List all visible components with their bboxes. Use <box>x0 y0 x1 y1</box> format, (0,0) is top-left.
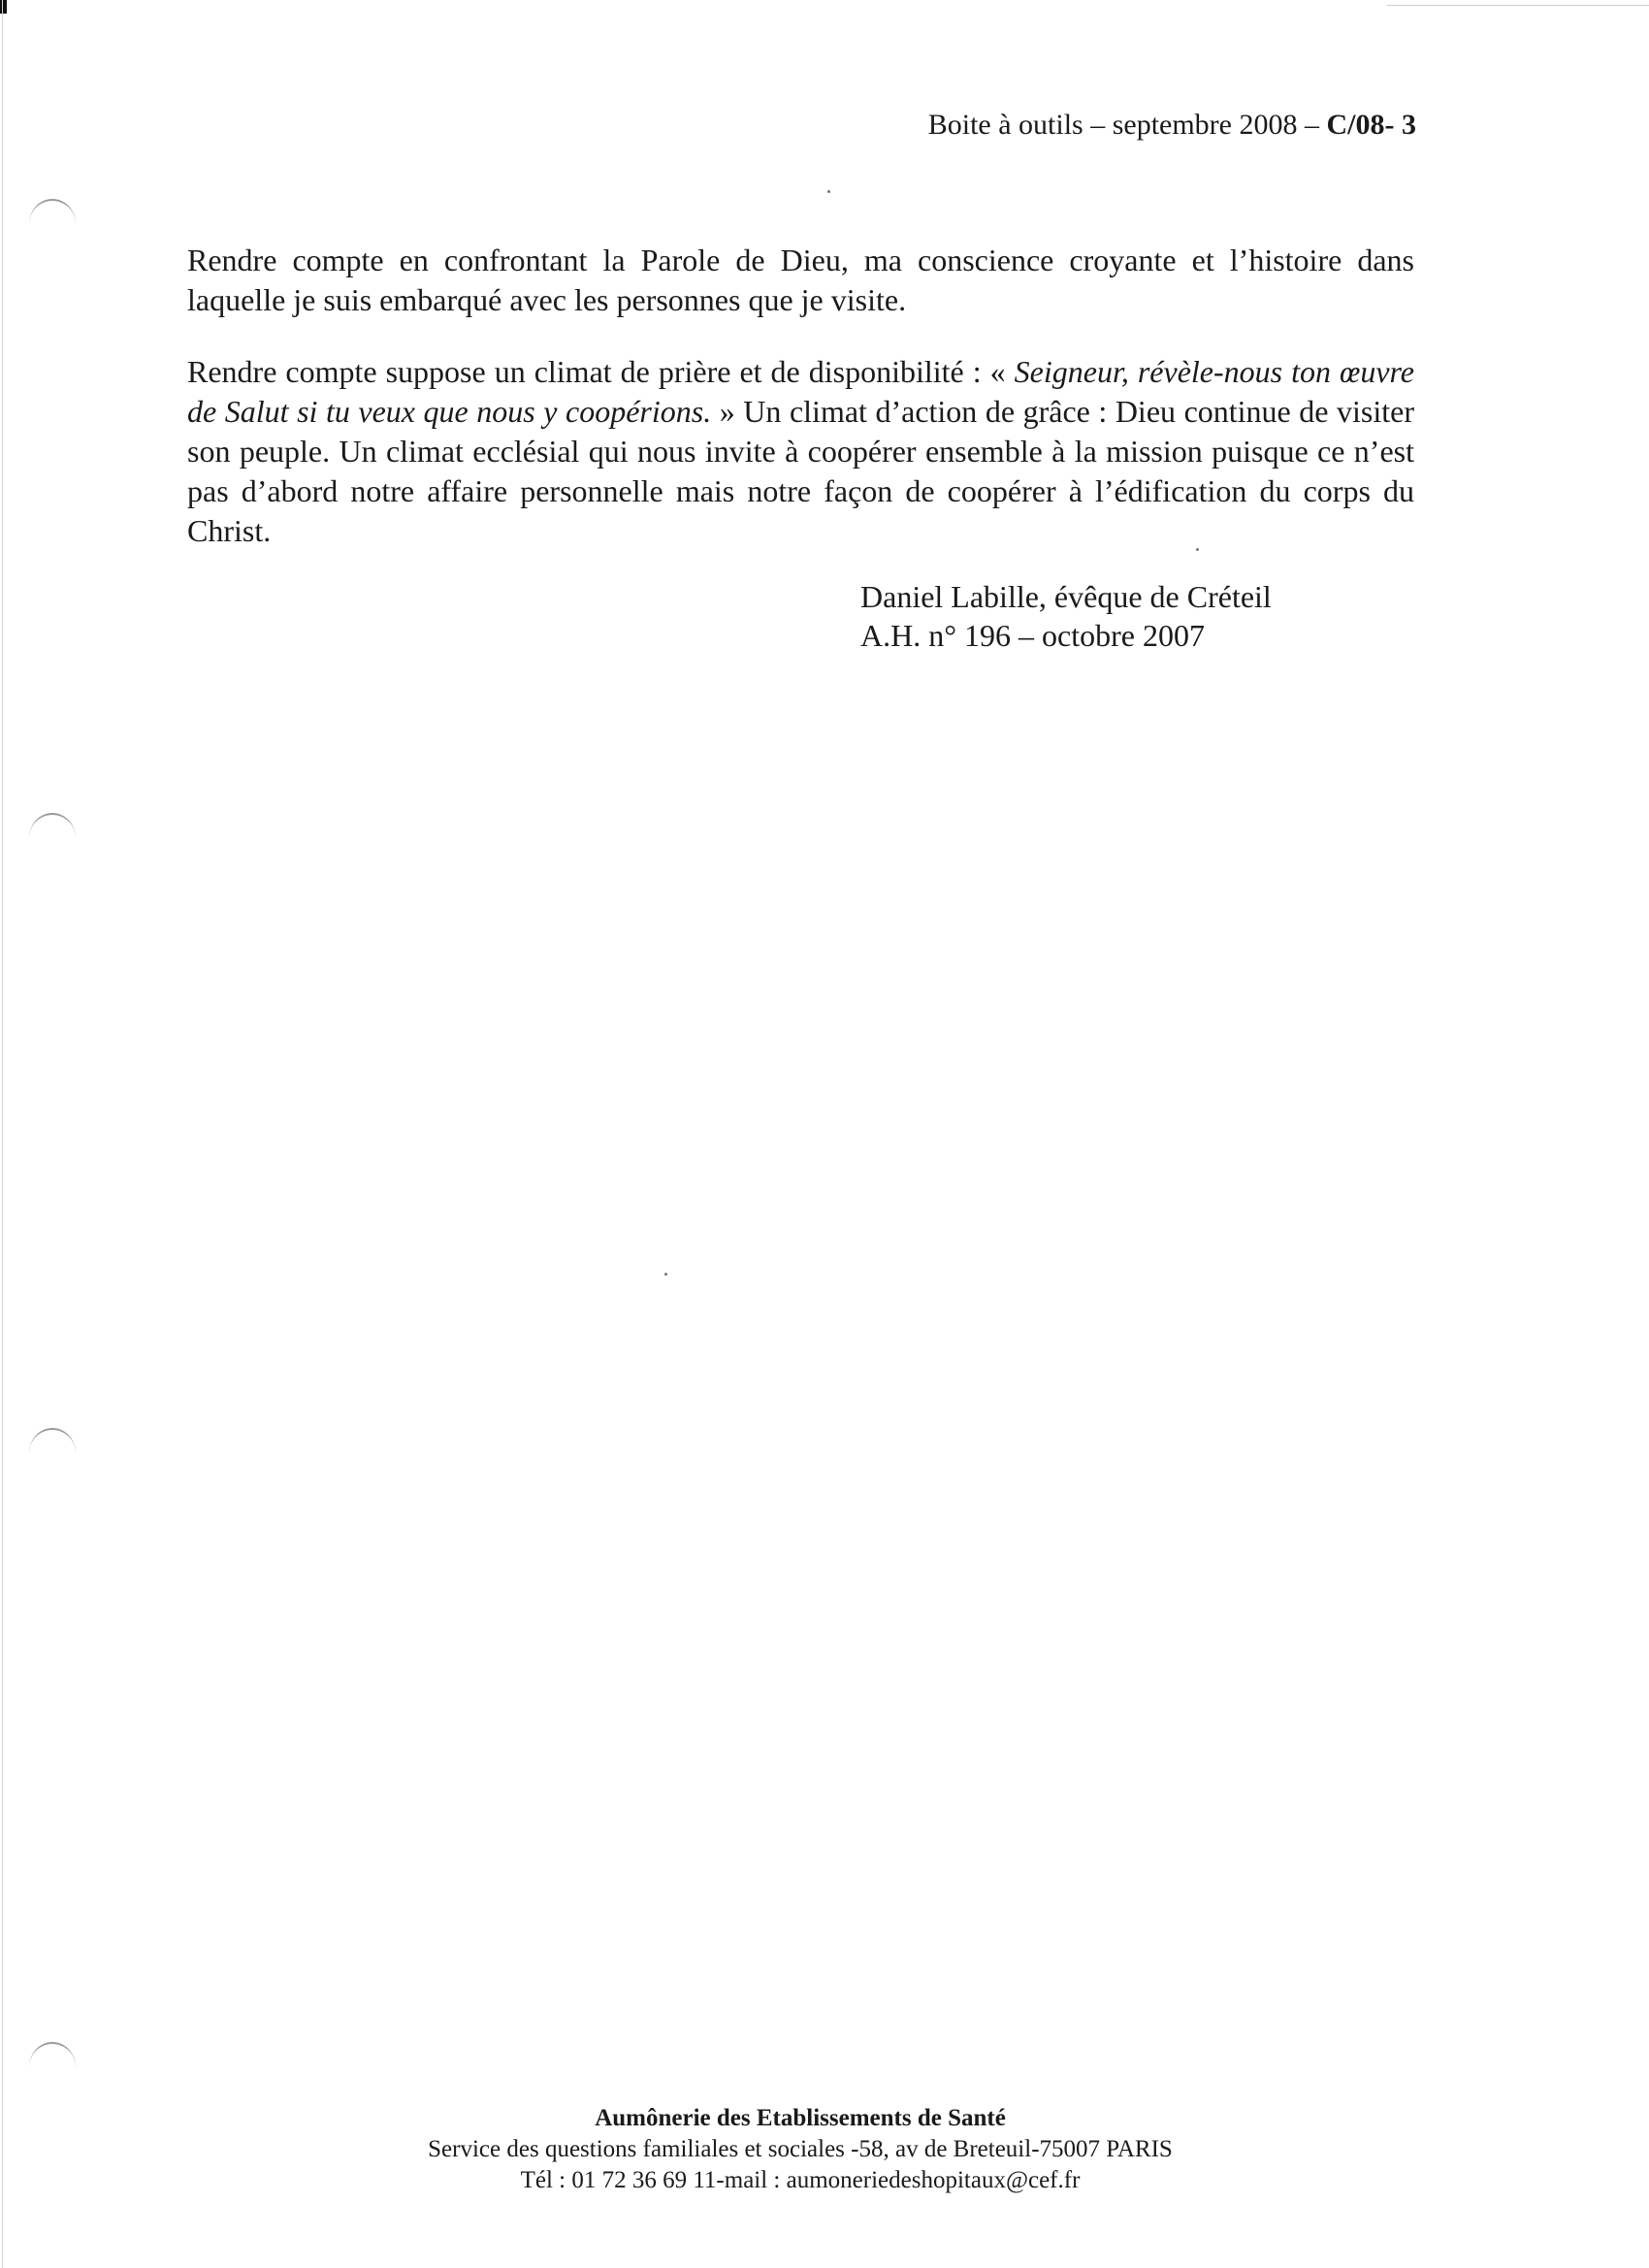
footer-organization: Aumônerie des Etablissements de Santé <box>595 2105 1006 2131</box>
paragraph-2-start: Rendre compte suppose un climat de prière et de disponibilité : « <box>187 354 1006 389</box>
page-header <box>854 109 1416 142</box>
footer-contact: Tél : 01 72 36 69 11-mail : aumoneriedeshopitaux@cef.fr <box>520 2167 1081 2193</box>
punch-hole-mark <box>29 199 76 224</box>
prayer-quote: Seigneur, révèle-nous ton œuvre de Salut si tu veux que nous y coopérions. <box>187 354 1415 429</box>
signature-block <box>860 577 1272 655</box>
signature-author: Daniel Labille, évêque de Créteil <box>860 579 1272 614</box>
scan-speck <box>664 1273 667 1276</box>
punch-hole-mark <box>29 813 76 838</box>
paragraph-2-end: » Un climat d’action de grâce : Dieu continue de visiter son peuple. Un climat ecclésial qui nous invite à coopérer ensemble à la mission puisque ce n’est pas d’abord notre affaire personnelle mais notre façon de coopérer à l’édification du corps du Christ. <box>187 394 1415 548</box>
scan-left-edge <box>2 0 3 2268</box>
body-paragraph-1: Rendre compte en confrontant la Parole de Dieu, ma conscience croyante et l’histoire dans laquelle je suis embarqué avec les personnes que je visite. <box>187 243 1414 317</box>
footer-address: Service des questions familiales et sociales -58, av de Breteuil-75007 PARIS <box>428 2136 1173 2162</box>
scan-top-rule <box>1387 5 1649 6</box>
body-paragraph-2 <box>187 352 1414 551</box>
document-code: C/08- 3 <box>1326 109 1416 141</box>
scan-speck <box>827 190 830 193</box>
punch-hole-mark <box>29 1428 76 1453</box>
signature-reference: A.H. n° 196 – octobre 2007 <box>860 618 1205 653</box>
header-text: Boite à outils – septembre 2008 – <box>927 109 1319 141</box>
punch-hole-mark <box>29 2042 76 2067</box>
page-footer <box>291 2103 1310 2196</box>
